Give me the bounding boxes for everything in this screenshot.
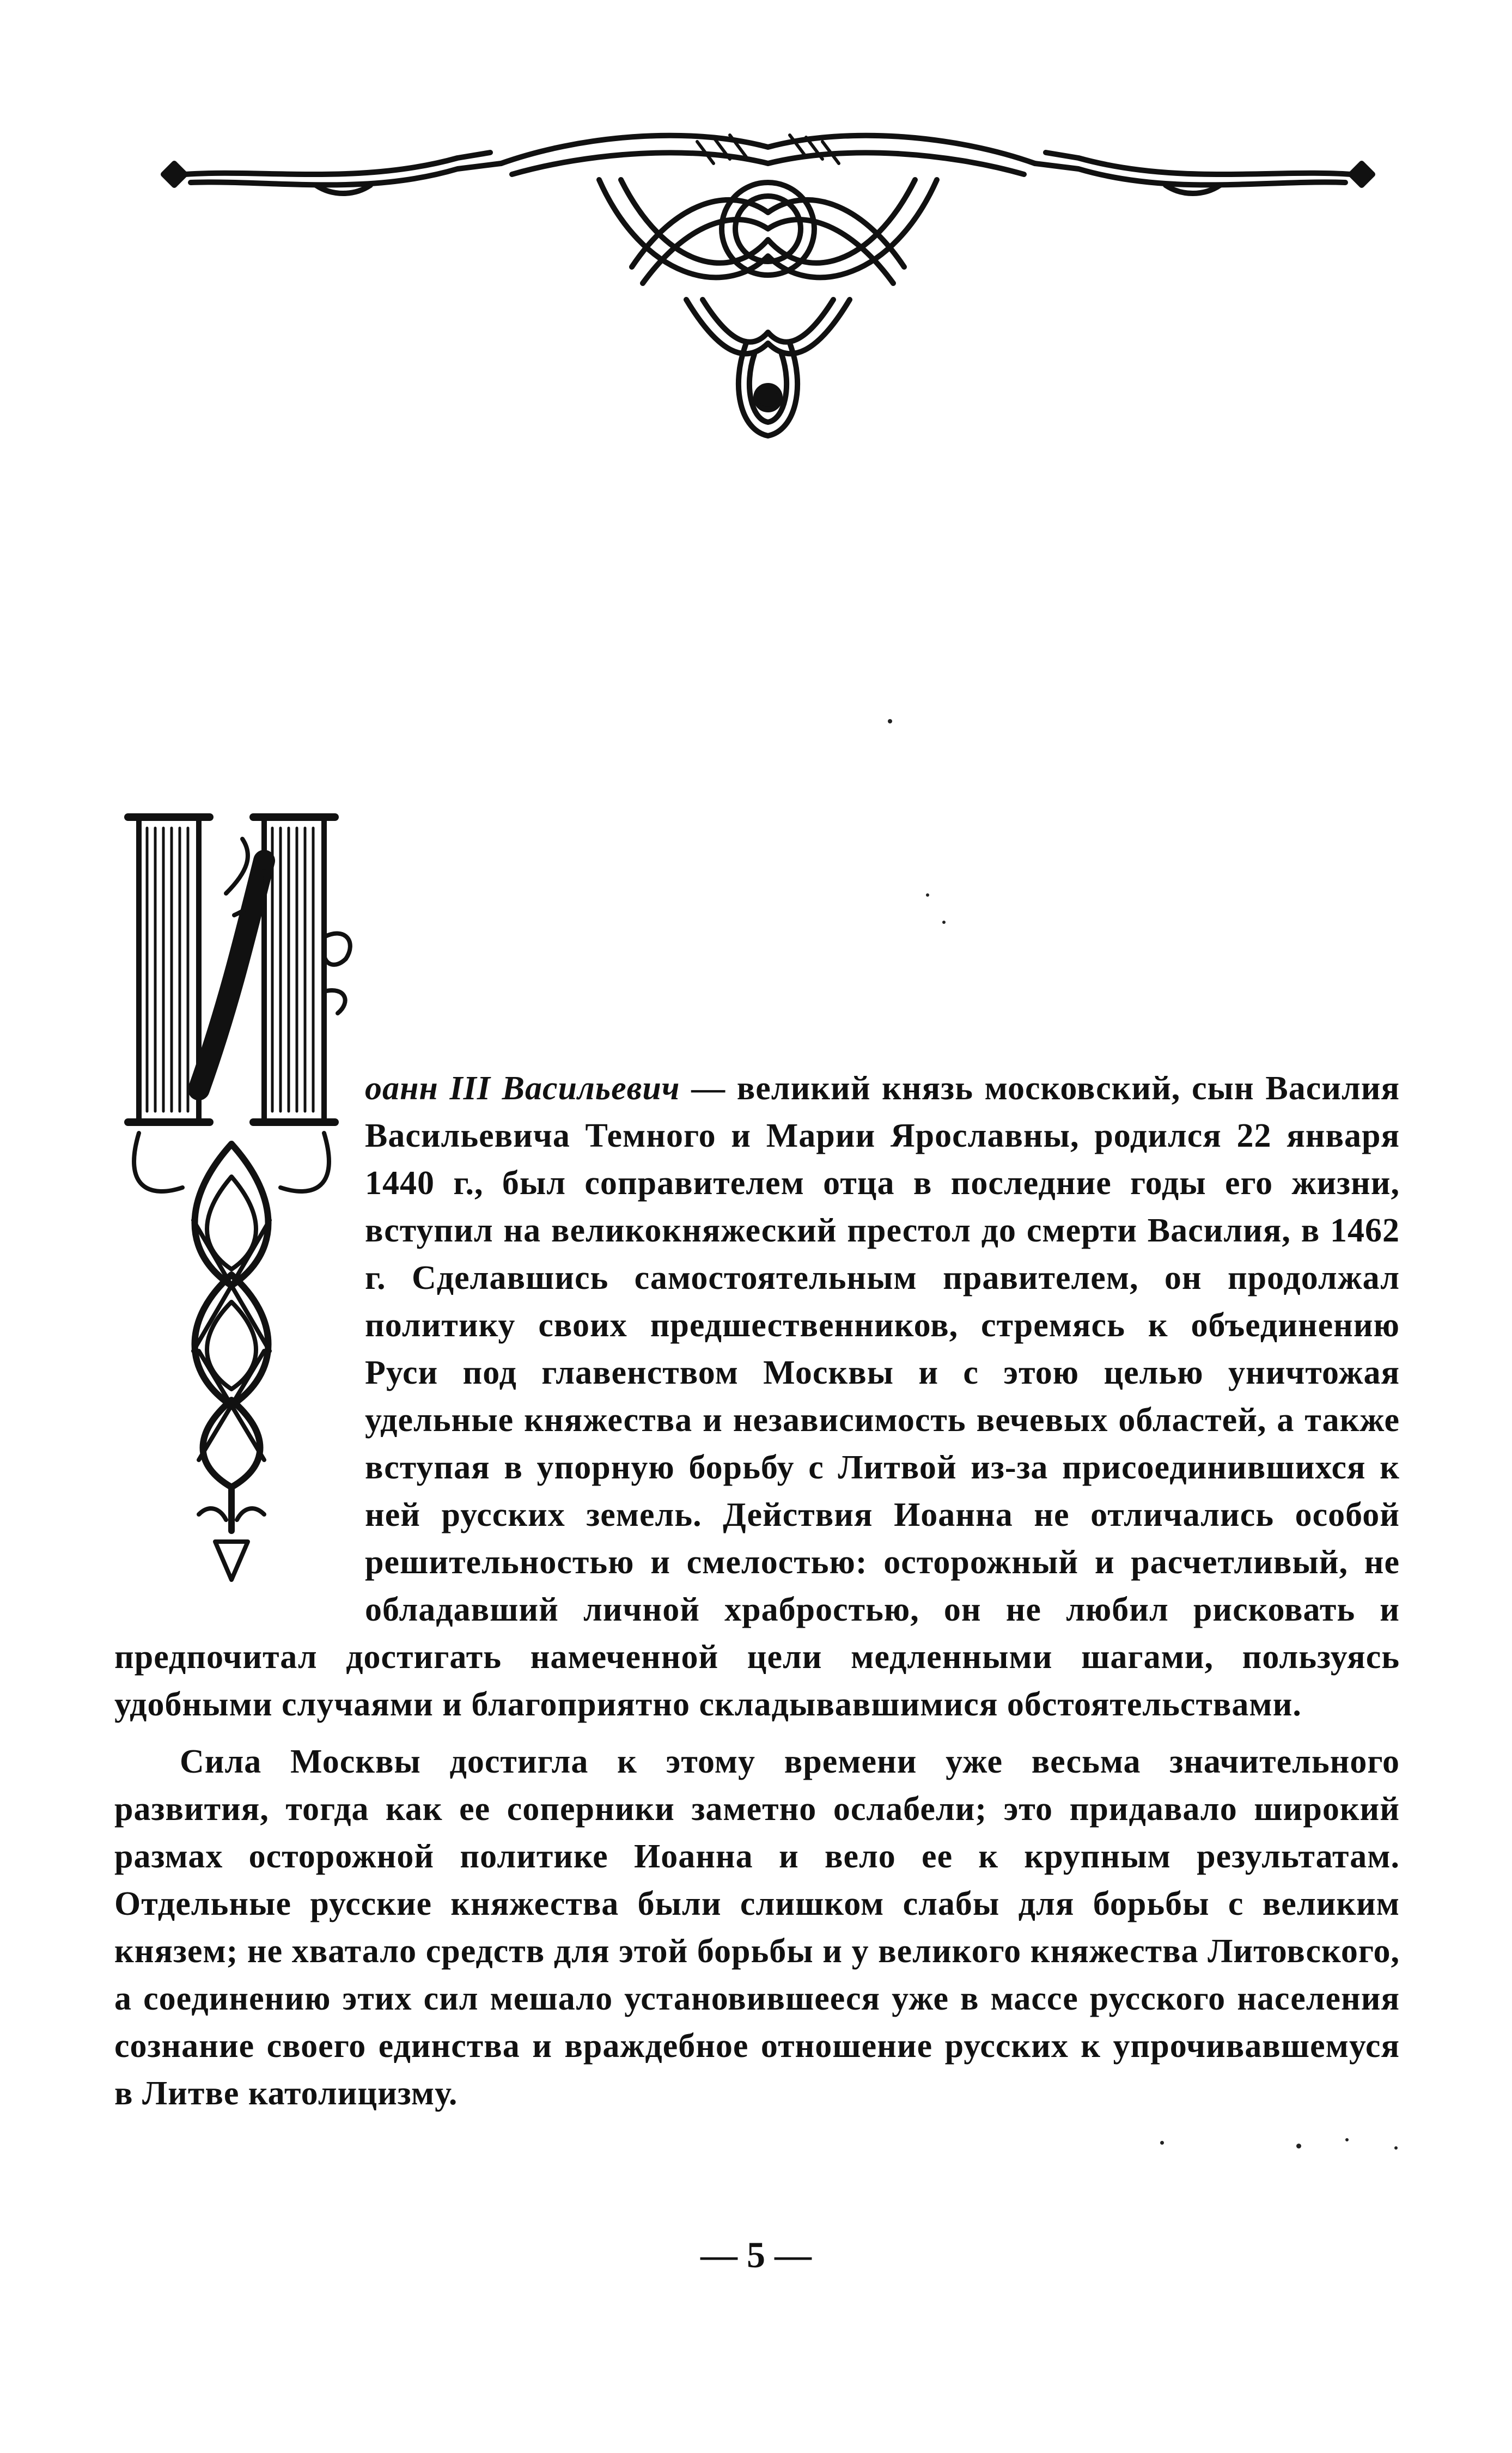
scan-speckle xyxy=(1345,2138,1349,2141)
article-body xyxy=(114,1065,1400,2117)
scan-speckle xyxy=(942,921,946,924)
scan-speckle xyxy=(1296,2144,1301,2148)
scan-speckle xyxy=(1394,2146,1398,2150)
dropcap-spacer xyxy=(114,1065,365,1588)
lead-name: оанн III Васильевич xyxy=(365,1070,680,1107)
paragraph-1-text: — великий князь московский, сын Василия Васильевича Темного и Марии Ярославны, родился 22 января 1440 г., был соправителем отца в последние годы его жизни, вступил на великокняжеский престол до смерти Василия, в 1462 г. Сделавшись самостоятельным правителем, он продолжал политику своих предшественников, стремясь к объединению Руси под главенством Москвы и с этою целью уничтожая удельные княжества и независимость вечевых областей, а также вступая в упорную борьбу с Литвой из-за присоединившихся к ней русских земель. Действия Иоанна не отличались особой решительностью и смелостью: осторожный и расчетливый, не обладавший личной храбростью, он не любил рисковать и предпочитал достигать намеченной цели медленными шагами, пользуясь удобными случаями и благоприятно складывавшимися обстоятельствами. xyxy=(114,1070,1400,1723)
ornamental-headpiece xyxy=(153,104,1383,452)
paragraph-2: Сила Москвы достигла к этому времени уже весьма значительного развития, тогда как ее соперники заметно ослабели; это придавало широкий размах осторожной политике Иоанна и вело ее к крупным результатам. Отдельные русские княжества были слишком слабы для борьбы с великим князем; не хватало средств для этой борьбы и у великого княжества Литовского, а соединению этих сил мешало установившееся уже в массе русского населения сознание своего единства и враждебное отношение русских к упрочивавшемуся в Литве католицизму. xyxy=(114,1743,1400,2112)
scan-speckle xyxy=(1160,2141,1164,2145)
scan-speckle xyxy=(926,893,929,897)
page-number: — 5 — xyxy=(700,2234,812,2275)
scan-speckle xyxy=(888,719,892,723)
